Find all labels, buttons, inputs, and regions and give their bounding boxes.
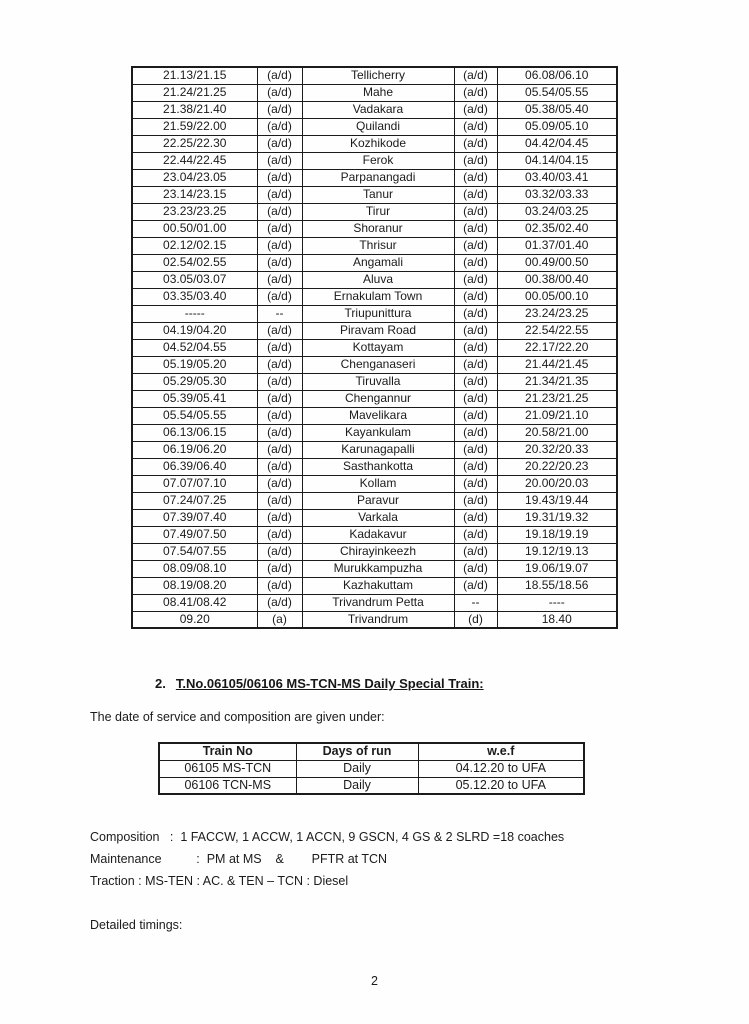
table-row [132,288,617,305]
table-row [132,220,617,237]
timing-cell: Ferok [302,152,454,169]
timing-cell: Thrisur [302,237,454,254]
section-title: T.No.06105/06106 MS-TCN-MS Daily Special Train: [175,676,484,691]
timing-cell: (a/d) [257,526,302,543]
timing-cell: Shoranur [302,220,454,237]
timing-cell: 04.52/04.55 [132,339,257,356]
table-row [132,254,617,271]
timing-cell: (a/d) [257,475,302,492]
timing-cell: Trivandrum Petta [302,594,454,611]
timing-cell: (a/d) [454,424,497,441]
timing-cell: (a/d) [454,458,497,475]
table-row [132,492,617,509]
timing-cell: 02.54/02.55 [132,254,257,271]
timing-cell: (a/d) [257,390,302,407]
page-number: 2 [371,974,378,988]
intro-text: The date of service and composition are given under: [90,710,385,724]
timing-cell: 19.12/19.13 [497,543,617,560]
timing-cell: (a/d) [454,288,497,305]
timing-cell: (a/d) [257,84,302,101]
train-cell: Daily [296,777,418,794]
timing-cell: 06.13/06.15 [132,424,257,441]
timing-cell: (a/d) [257,339,302,356]
timing-cell: (a/d) [454,509,497,526]
timing-cell: 08.09/08.10 [132,560,257,577]
timing-cell: ---- [497,594,617,611]
timing-table-section [131,66,618,629]
table-row [132,577,617,594]
timing-cell: Quilandi [302,118,454,135]
table-row [132,611,617,628]
table-row [132,271,617,288]
timing-cell: -- [257,305,302,322]
timing-cell: 18.40 [497,611,617,628]
table-row [132,543,617,560]
train-table-header-row [159,743,584,760]
table-row [132,390,617,407]
timing-cell: (a/d) [257,322,302,339]
timing-cell: 05.54/05.55 [132,407,257,424]
timing-cell: 23.23/23.25 [132,203,257,220]
timing-cell: (a/d) [454,254,497,271]
timing-cell: (a/d) [257,271,302,288]
table-row [132,169,617,186]
timing-cell: Angamali [302,254,454,271]
table-row [132,237,617,254]
maintenance-line: Maintenance : PM at MS & PFTR at TCN [90,852,388,866]
table-row [132,526,617,543]
timing-cell: (a/d) [257,152,302,169]
timing-cell: (a/d) [257,492,302,509]
table-row [132,101,617,118]
train-table-header: Train No [159,743,296,760]
timing-cell: (a/d) [257,220,302,237]
timing-cell: (a/d) [257,424,302,441]
timing-cell: (a/d) [454,203,497,220]
table-row [132,305,617,322]
timing-cell: (a/d) [257,169,302,186]
timing-cell: Karunagapalli [302,441,454,458]
timing-cell: 09.20 [132,611,257,628]
train-table-section [158,742,585,795]
timing-cell: (a/d) [257,458,302,475]
table-row [132,424,617,441]
timing-cell: Kazhakuttam [302,577,454,594]
timing-cell: 22.17/22.20 [497,339,617,356]
timing-cell: 03.35/03.40 [132,288,257,305]
timing-cell: Tiruvalla [302,373,454,390]
timing-cell: 07.24/07.25 [132,492,257,509]
timing-cell: 19.18/19.19 [497,526,617,543]
timing-cell: Kozhikode [302,135,454,152]
timing-cell: (a/d) [454,441,497,458]
train-cell: Daily [296,760,418,777]
timing-cell: 22.44/22.45 [132,152,257,169]
table-row [132,509,617,526]
timing-cell: 06.19/06.20 [132,441,257,458]
timing-cell: (a/d) [257,407,302,424]
timing-cell: Trivandrum [302,611,454,628]
timing-cell: 21.09/21.10 [497,407,617,424]
timing-cell: 02.12/02.15 [132,237,257,254]
traction-line: Traction : MS-TEN : AC. & TEN – TCN : Diesel [90,874,349,888]
timing-cell: 07.39/07.40 [132,509,257,526]
timing-cell: Murukkampuzha [302,560,454,577]
timing-cell: Ernakulam Town [302,288,454,305]
timing-cell: Parpanangadi [302,169,454,186]
train-cell: 05.12.20 to UFA [418,777,584,794]
table-row [132,203,617,220]
timing-cell: (a/d) [454,543,497,560]
table-row [132,186,617,203]
timing-cell: Sasthankotta [302,458,454,475]
timing-cell: 22.25/22.30 [132,135,257,152]
table-row [132,118,617,135]
timing-cell: (a/d) [454,339,497,356]
timing-cell: Kollam [302,475,454,492]
timing-cell: (a/d) [257,373,302,390]
timing-cell: (a/d) [454,118,497,135]
timing-cell: Mavelikara [302,407,454,424]
timing-cell: (a/d) [454,84,497,101]
timing-cell: 03.05/03.07 [132,271,257,288]
table-row [132,475,617,492]
timing-cell: (a/d) [454,237,497,254]
timing-cell: 20.58/21.00 [497,424,617,441]
timing-cell: (a/d) [257,509,302,526]
table-row [132,373,617,390]
timing-cell: 00.38/00.40 [497,271,617,288]
timing-cell: (a/d) [257,356,302,373]
timing-cell: 01.37/01.40 [497,237,617,254]
timing-cell: (a/d) [454,101,497,118]
timing-cell: 20.22/20.23 [497,458,617,475]
timing-cell: 05.19/05.20 [132,356,257,373]
timing-cell: 21.38/21.40 [132,101,257,118]
timing-cell: 21.23/21.25 [497,390,617,407]
table-row [132,84,617,101]
timing-cell: 04.42/04.45 [497,135,617,152]
timing-cell: 21.24/21.25 [132,84,257,101]
timing-cell: 05.39/05.41 [132,390,257,407]
timing-cell: (a/d) [454,475,497,492]
timing-cell: 04.14/04.15 [497,152,617,169]
timing-cell: (a/d) [257,441,302,458]
timing-cell: (a/d) [257,186,302,203]
table-row [132,560,617,577]
timing-cell: Mahe [302,84,454,101]
timing-cell: (a/d) [257,254,302,271]
table-row [132,356,617,373]
timing-cell: (a/d) [454,135,497,152]
timing-cell: Chenganaseri [302,356,454,373]
table-row [132,441,617,458]
timing-cell: 03.24/03.25 [497,203,617,220]
table-row [132,407,617,424]
timing-cell: (a/d) [454,390,497,407]
timing-cell: 05.38/05.40 [497,101,617,118]
timing-cell: Vadakara [302,101,454,118]
table-row [132,67,617,84]
timing-cell: (a/d) [257,543,302,560]
timing-cell: 21.34/21.35 [497,373,617,390]
timing-cell: 00.49/00.50 [497,254,617,271]
train-table-header: Days of run [296,743,418,760]
timing-cell: 20.32/20.33 [497,441,617,458]
timing-cell: (a/d) [257,101,302,118]
timing-cell: 21.44/21.45 [497,356,617,373]
train-table-header: w.e.f [418,743,584,760]
table-row [159,760,584,777]
table-row [132,458,617,475]
table-row [132,135,617,152]
timing-cell: (a/d) [454,152,497,169]
timing-cell: Chirayinkeezh [302,543,454,560]
timing-cell: Tellicherry [302,67,454,84]
timing-cell: (a/d) [257,118,302,135]
section-heading [155,676,484,691]
timing-cell: (a/d) [257,67,302,84]
table-row [132,322,617,339]
train-cell: 06105 MS-TCN [159,760,296,777]
timing-cell: 07.54/07.55 [132,543,257,560]
timing-cell: 19.06/19.07 [497,560,617,577]
timing-cell: (a/d) [454,407,497,424]
table-row [132,152,617,169]
train-cell: 04.12.20 to UFA [418,760,584,777]
timing-cell: 18.55/18.56 [497,577,617,594]
timing-cell: Kottayam [302,339,454,356]
timing-cell: (a/d) [454,560,497,577]
timing-cell: 04.19/04.20 [132,322,257,339]
timing-cell: (a/d) [257,135,302,152]
timing-cell: 00.05/00.10 [497,288,617,305]
train-cell: 06106 TCN-MS [159,777,296,794]
timing-cell: (a/d) [257,560,302,577]
timing-cell: 23.04/23.05 [132,169,257,186]
timing-cell: (a/d) [454,577,497,594]
timing-cell: ----- [132,305,257,322]
timing-cell: Chengannur [302,390,454,407]
table-row [132,594,617,611]
timing-cell: 05.09/05.10 [497,118,617,135]
timing-cell: 07.49/07.50 [132,526,257,543]
timing-cell: 08.41/08.42 [132,594,257,611]
timing-cell: 08.19/08.20 [132,577,257,594]
timing-cell: (a/d) [454,169,497,186]
timing-cell: (a/d) [454,526,497,543]
timing-cell: 21.13/21.15 [132,67,257,84]
timing-cell: 03.40/03.41 [497,169,617,186]
timing-cell: Aluva [302,271,454,288]
timing-cell: (a/d) [454,67,497,84]
timing-cell: (d) [454,611,497,628]
timing-cell: Kadakavur [302,526,454,543]
timing-cell: Varkala [302,509,454,526]
train-table [158,742,585,795]
timing-cell: 05.54/05.55 [497,84,617,101]
timing-cell: Paravur [302,492,454,509]
timing-cell: (a/d) [454,492,497,509]
timing-cell: 03.32/03.33 [497,186,617,203]
detailed-timings-label: Detailed timings: [90,918,183,932]
timing-cell: 05.29/05.30 [132,373,257,390]
timing-cell: (a/d) [454,373,497,390]
timing-cell: 02.35/02.40 [497,220,617,237]
timing-cell: 19.43/19.44 [497,492,617,509]
timing-table [131,66,618,629]
timing-cell: (a/d) [454,305,497,322]
composition-block [90,826,564,892]
timing-cell: Piravam Road [302,322,454,339]
timing-cell: (a/d) [257,288,302,305]
timing-cell: Triupunittura [302,305,454,322]
timing-cell: 06.08/06.10 [497,67,617,84]
timing-cell: (a/d) [454,220,497,237]
timing-cell: (a) [257,611,302,628]
timing-cell: Tirur [302,203,454,220]
timing-cell: 00.50/01.00 [132,220,257,237]
section-number: 2. [155,676,166,691]
timing-cell: (a/d) [257,203,302,220]
timing-cell: 23.14/23.15 [132,186,257,203]
timing-cell: 06.39/06.40 [132,458,257,475]
timing-cell: 21.59/22.00 [132,118,257,135]
timing-cell: Tanur [302,186,454,203]
timing-cell: 07.07/07.10 [132,475,257,492]
timing-cell: -- [454,594,497,611]
timing-cell: 22.54/22.55 [497,322,617,339]
table-row [159,777,584,794]
timing-cell: (a/d) [257,594,302,611]
table-row [132,339,617,356]
timing-cell: Kayankulam [302,424,454,441]
timing-cell: 19.31/19.32 [497,509,617,526]
timing-cell: (a/d) [454,271,497,288]
timing-cell: 23.24/23.25 [497,305,617,322]
timing-cell: (a/d) [257,577,302,594]
timing-cell: (a/d) [454,186,497,203]
composition-line: Composition : 1 FACCW, 1 ACCW, 1 ACCN, 9 GSCN, 4 GS & 2 SLRD =18 coaches [90,830,565,844]
timing-cell: (a/d) [454,322,497,339]
timing-cell: (a/d) [257,237,302,254]
timing-cell: (a/d) [454,356,497,373]
timing-cell: 20.00/20.03 [497,475,617,492]
